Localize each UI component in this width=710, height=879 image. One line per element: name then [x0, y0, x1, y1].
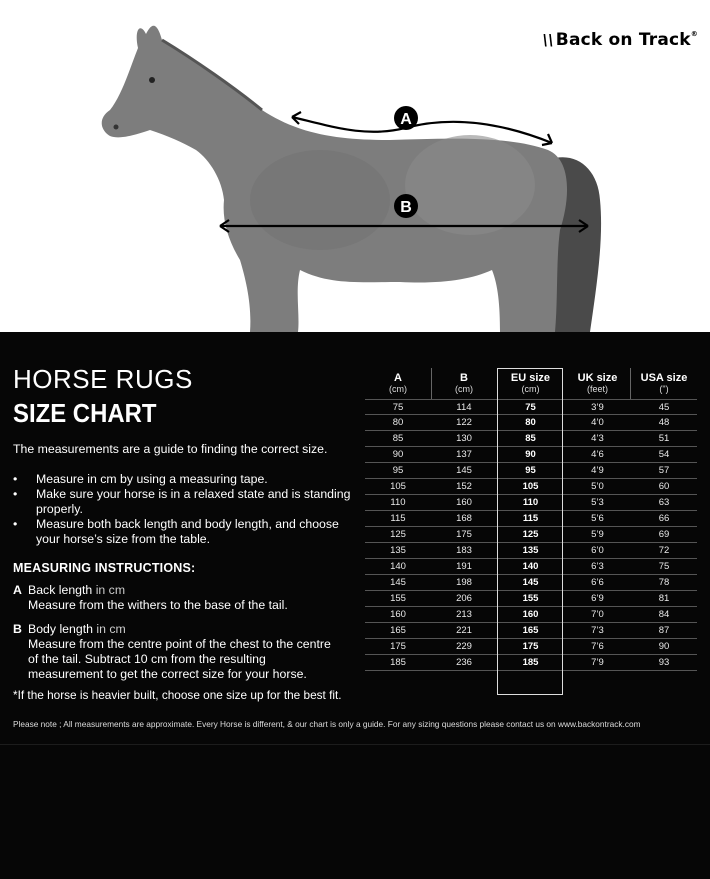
cell-uk-size: 6’6 — [591, 577, 604, 588]
cell-uk-size: 6’0 — [591, 545, 604, 556]
instruction-desc: Measure from the centre point of the chest to the centre of the tail. Subtract 10 cm from the resulting measurement to get the correct size for your horse. — [28, 637, 331, 681]
cell-a: 80 — [392, 417, 404, 428]
table-row — [365, 607, 697, 623]
cell-usa-size: 60 — [658, 481, 670, 492]
brand-mark-icon: \\ — [542, 31, 554, 49]
divider — [0, 744, 710, 745]
intro-text: The measurements are a guide to finding the correct size. — [13, 442, 328, 456]
size-table — [365, 368, 697, 671]
cell-b: 175 — [456, 529, 472, 540]
cell-eu-size: 105 — [522, 481, 539, 492]
list-item: • Make sure your horse is in a relaxed state and is standing properly. — [13, 487, 353, 517]
cell-usa-size: 63 — [658, 497, 670, 508]
cell-a: 165 — [390, 625, 406, 636]
cell-uk-size: 6’9 — [591, 593, 604, 604]
cell-a: 115 — [390, 513, 406, 524]
table-row — [365, 575, 697, 591]
table-row — [365, 527, 697, 543]
cell-a: 175 — [390, 641, 406, 652]
cell-eu-size: 90 — [525, 449, 536, 460]
header-a: A (cm) — [389, 372, 407, 394]
cell-b: 130 — [456, 433, 472, 444]
cell-uk-size: 4’9 — [591, 465, 604, 476]
cell-b: 160 — [456, 497, 472, 508]
cell-a: 185 — [390, 657, 406, 668]
label-b: B — [400, 199, 412, 216]
cell-usa-size: 57 — [658, 465, 670, 476]
cell-uk-size: 5’9 — [591, 529, 604, 540]
disclaimer-note: Please note ; All measurements are approximate. Every Horse is different, & our chart is only a guide. For any sizing questions please contact us on www.backontrack.com — [13, 719, 641, 729]
instruction-b — [13, 622, 343, 682]
cell-eu-size: 165 — [522, 625, 539, 636]
table-row — [365, 623, 697, 639]
instruction-unit: in cm — [95, 583, 126, 597]
cell-usa-size: 54 — [658, 449, 670, 460]
cell-uk-size: 6’3 — [591, 561, 604, 572]
cell-a: 125 — [390, 529, 406, 540]
cell-usa-size: 93 — [658, 657, 670, 668]
table-header — [365, 368, 697, 399]
cell-usa-size: 81 — [658, 593, 670, 604]
instruction-desc: Measure from the withers to the base of the tail. — [28, 598, 288, 612]
header-eu-size: EU size (cm) — [510, 372, 551, 394]
measuring-instructions-heading: MEASURING INSTRUCTIONS: — [13, 561, 196, 575]
cell-eu-size: 135 — [522, 545, 539, 556]
cell-uk-size: 5’6 — [591, 513, 604, 524]
cell-eu-size: 175 — [522, 641, 539, 652]
cell-uk-size: 7’9 — [591, 657, 604, 668]
table-row — [365, 639, 697, 655]
table-row — [365, 431, 697, 447]
divider — [431, 368, 432, 399]
cell-b: 168 — [456, 513, 472, 524]
instruction-label: Body length — [28, 622, 93, 636]
divider — [630, 368, 631, 399]
cell-a: 140 — [390, 561, 406, 572]
cell-usa-size: 45 — [658, 402, 670, 413]
table-row — [365, 415, 697, 431]
header-b: B (cm) — [455, 372, 473, 394]
brand-logo — [542, 30, 698, 50]
bullet-list — [13, 472, 353, 547]
cell-eu-size: 140 — [522, 561, 539, 572]
title-size-chart: SIZE CHART — [13, 398, 157, 428]
cell-uk-size: 4’0 — [591, 417, 604, 428]
cell-eu-size: 185 — [522, 657, 539, 668]
cell-a: 145 — [390, 577, 406, 588]
cell-a: 160 — [390, 609, 406, 620]
list-item: • Measure in cm by using a measuring tape. — [13, 472, 353, 487]
cell-b: 114 — [456, 402, 472, 413]
instruction-letter: B — [13, 622, 22, 636]
cell-b: 145 — [456, 465, 472, 476]
cell-usa-size: 90 — [658, 641, 670, 652]
cell-b: 229 — [456, 641, 472, 652]
cell-a: 110 — [390, 497, 406, 508]
header-usa-size: USA size (") — [640, 372, 688, 394]
label-a: A — [400, 111, 412, 128]
cell-a: 85 — [392, 433, 404, 444]
cell-uk-size: 7’0 — [591, 609, 604, 620]
cell-eu-size: 75 — [525, 402, 536, 413]
instruction-a — [13, 583, 343, 613]
cell-eu-size: 110 — [522, 497, 539, 508]
cell-eu-size: 155 — [522, 593, 539, 604]
table-row — [365, 655, 697, 671]
table-row — [365, 495, 697, 511]
cell-eu-size: 80 — [525, 417, 536, 428]
list-item: • Measure both back length and body length, and choose your horse’s size from the table. — [13, 517, 353, 547]
cell-b: 213 — [456, 609, 472, 620]
brand-name: Back on Track — [555, 30, 691, 50]
cell-usa-size: 48 — [658, 417, 670, 428]
cell-a: 95 — [392, 465, 404, 476]
size-chart-panel — [0, 332, 710, 879]
table-row — [365, 479, 697, 495]
cell-a: 135 — [390, 545, 406, 556]
cell-uk-size: 7’6 — [591, 641, 604, 652]
cell-a: 75 — [392, 402, 404, 413]
cell-eu-size: 85 — [525, 433, 536, 444]
cell-uk-size: 7’3 — [591, 625, 604, 636]
cell-usa-size: 84 — [658, 609, 670, 620]
cell-a: 90 — [392, 449, 404, 460]
cell-b: 137 — [456, 449, 472, 460]
cell-b: 198 — [456, 577, 472, 588]
instruction-letter: A — [13, 583, 22, 597]
horse-illustration-panel — [0, 0, 710, 332]
cell-b: 122 — [456, 417, 472, 428]
table-body — [365, 399, 697, 671]
cell-uk-size: 4’3 — [591, 433, 604, 444]
table-row — [365, 511, 697, 527]
table-row — [365, 559, 697, 575]
cell-b: 221 — [456, 625, 472, 636]
cell-eu-size: 145 — [522, 577, 539, 588]
cell-uk-size: 5’0 — [591, 481, 604, 492]
instruction-label: Back length — [28, 583, 93, 597]
cell-uk-size: 5’3 — [591, 497, 604, 508]
header-uk-size: UK size (feet) — [577, 372, 618, 394]
cell-usa-size: 51 — [658, 433, 670, 444]
table-row — [365, 543, 697, 559]
cell-a: 155 — [390, 593, 406, 604]
cell-b: 191 — [456, 561, 472, 572]
footnote: *If the horse is heavier built, choose one size up for the best fit. — [13, 688, 342, 702]
cell-b: 152 — [456, 481, 472, 492]
cell-eu-size: 125 — [522, 529, 539, 540]
cell-usa-size: 78 — [658, 577, 670, 588]
cell-usa-size: 87 — [658, 625, 670, 636]
table-row — [365, 447, 697, 463]
cell-usa-size: 72 — [658, 545, 670, 556]
cell-uk-size: 4’6 — [591, 449, 604, 460]
cell-usa-size: 69 — [658, 529, 670, 540]
table-row — [365, 463, 697, 479]
cell-eu-size: 160 — [522, 609, 539, 620]
cell-eu-size: 95 — [525, 465, 536, 476]
cell-eu-size: 115 — [522, 513, 539, 524]
cell-b: 236 — [456, 657, 472, 668]
cell-b: 206 — [456, 593, 472, 604]
table-row — [365, 591, 697, 607]
title-horse-rugs: HORSE RUGS — [13, 364, 193, 394]
cell-usa-size: 75 — [658, 561, 670, 572]
cell-uk-size: 3’9 — [591, 402, 604, 413]
cell-b: 183 — [456, 545, 472, 556]
brand-reg: ® — [690, 30, 698, 38]
instruction-unit: in cm — [96, 622, 126, 636]
cell-usa-size: 66 — [658, 513, 670, 524]
table-row — [365, 399, 697, 415]
cell-a: 105 — [390, 481, 406, 492]
